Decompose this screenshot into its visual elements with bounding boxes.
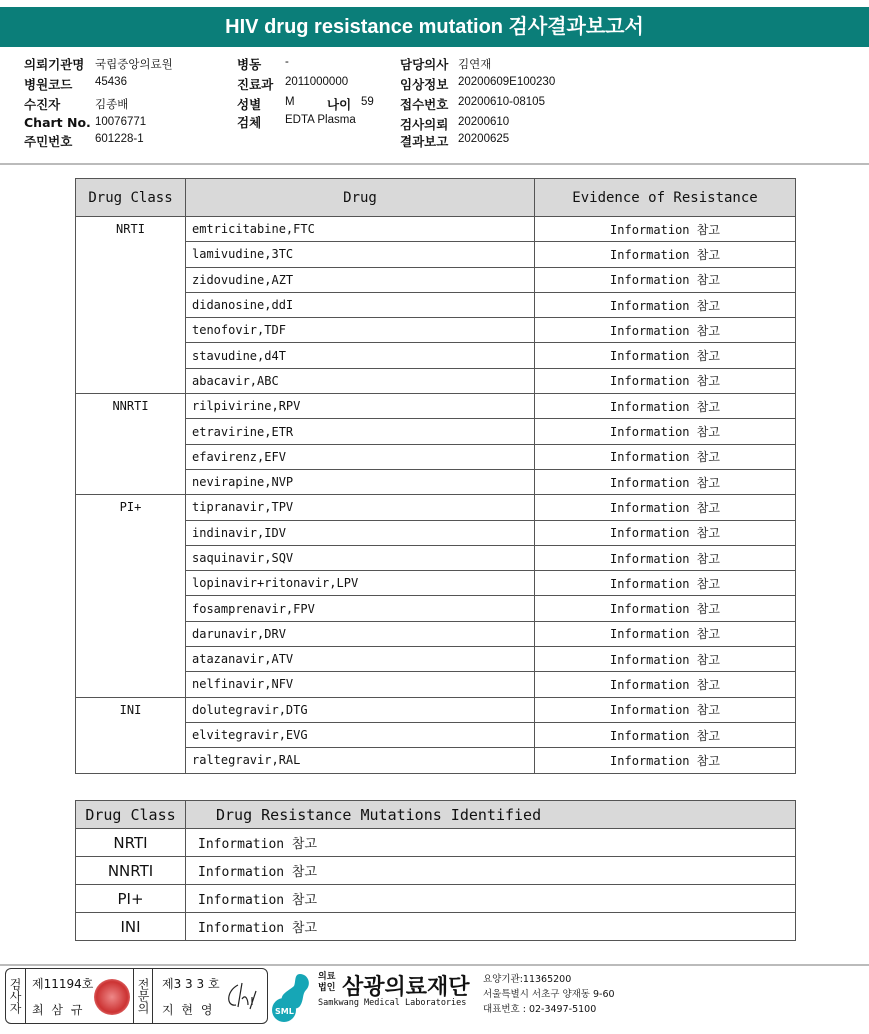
evidence-cell: Information 참고: [535, 697, 796, 722]
phone: 대표번호 : 02-3497-5100: [483, 1004, 597, 1015]
evidence-cell: Information 참고: [535, 647, 796, 672]
org-name: 삼광의료재단: [342, 975, 470, 1000]
info3-2-label: 접수번호: [400, 97, 449, 112]
sml-logo-icon: [270, 972, 318, 1024]
info2-2-label: 성별: [237, 97, 262, 112]
drug-class-cell: NNRTI: [76, 394, 186, 495]
evidence-cell: Information 참고: [535, 292, 796, 317]
evidence-cell: Information 참고: [535, 368, 796, 393]
evidence-cell: Information 참고: [535, 217, 796, 242]
drug-cell: nevirapine,NVP: [186, 469, 535, 494]
divider: [0, 163, 869, 165]
specialist-no: 제3 3 3 호: [162, 977, 220, 991]
info1-1-value: 45436: [95, 76, 127, 88]
report-title: HIV drug resistance mutation 검사결과보고서: [0, 7, 869, 47]
table-row: [76, 495, 796, 520]
info3-0-value: 김연재: [458, 59, 492, 71]
table-row: [76, 885, 796, 913]
info3-4-label: 결과보고: [400, 134, 449, 149]
drug-cell: indinavir,IDV: [186, 520, 535, 545]
drug-class-cell: NNRTI: [76, 857, 186, 885]
drug-resistance-table: [75, 178, 796, 774]
info1-2-value: 김종배: [95, 99, 129, 111]
org-type: 의료법인: [318, 972, 336, 993]
drug-class-cell: PI+: [76, 495, 186, 697]
info3-3-value: 20200610: [458, 116, 510, 128]
info3-3-label: 검사의뢰: [400, 117, 449, 132]
header-evidence: Evidence of Resistance: [535, 179, 796, 217]
age-label: 나이: [327, 97, 352, 112]
evidence-cell: Information 참고: [535, 545, 796, 570]
drug-cell: etravirine,ETR: [186, 419, 535, 444]
info2-3-value: EDTA Plasma: [285, 114, 356, 126]
drug-class-cell: INI: [76, 697, 186, 773]
evidence-cell: Information 참고: [535, 394, 796, 419]
divider: [0, 964, 869, 966]
info2-0-label: 병동: [237, 57, 262, 72]
drug-cell: saquinavir,SQV: [186, 545, 535, 570]
drug-cell: zidovudine,AZT: [186, 267, 535, 292]
header-drug: Drug: [186, 179, 535, 217]
info1-4-value: 601228-1: [95, 133, 144, 145]
info1-0-value: 국립중앙의료원: [95, 59, 173, 71]
age-value: 59: [361, 96, 374, 108]
drug-class-cell: INI: [76, 913, 186, 941]
mutation-cell: Information 참고: [186, 857, 796, 885]
info2-2-value: M: [285, 96, 295, 108]
evidence-cell: Information 참고: [535, 571, 796, 596]
seal-stamp: [94, 979, 130, 1015]
org-english-name: Samkwang Medical Laboratories: [318, 998, 467, 1008]
info3-1-value: 20200609E100230: [458, 76, 556, 88]
drug-cell: didanosine,ddI: [186, 292, 535, 317]
evidence-cell: Information 참고: [535, 444, 796, 469]
table-row: [76, 697, 796, 722]
info3-1-label: 임상정보: [400, 77, 449, 92]
mutation-cell: Information 참고: [186, 885, 796, 913]
evidence-cell: Information 참고: [535, 621, 796, 646]
drug-cell: elvitegravir,EVG: [186, 722, 535, 747]
table-row: [76, 394, 796, 419]
table-row: [76, 217, 796, 242]
info2-3-label: 검체: [237, 115, 262, 130]
info1-0-label: 의뢰기관명: [24, 57, 85, 72]
header-drug-class: Drug Class: [76, 801, 186, 829]
info1-2-label: 수진자: [24, 97, 61, 112]
drug-cell: nelfinavir,NFV: [186, 672, 535, 697]
table-row: [76, 857, 796, 885]
evidence-cell: Information 참고: [535, 267, 796, 292]
tester-no: 제11194호: [32, 977, 94, 991]
evidence-cell: Information 참고: [535, 520, 796, 545]
evidence-cell: Information 참고: [535, 469, 796, 494]
signature-box: [5, 968, 268, 1024]
drug-cell: stavudine,d4T: [186, 343, 535, 368]
drug-cell: atazanavir,ATV: [186, 647, 535, 672]
drug-class-cell: NRTI: [76, 829, 186, 857]
info3-0-label: 담당의사: [400, 57, 449, 72]
info1-3-value: 10076771: [95, 116, 147, 128]
drug-cell: dolutegravir,DTG: [186, 697, 535, 722]
info1-1-label: 병원코드: [24, 77, 73, 92]
drug-cell: abacavir,ABC: [186, 368, 535, 393]
drug-cell: emtricitabine,FTC: [186, 217, 535, 242]
lab-logo: [270, 972, 615, 1028]
evidence-cell: Information 참고: [535, 748, 796, 773]
mutations-table: [75, 800, 796, 941]
drug-cell: fosamprenavir,FPV: [186, 596, 535, 621]
drug-cell: darunavir,DRV: [186, 621, 535, 646]
drug-cell: lamivudine,3TC: [186, 242, 535, 267]
tester-name: 최 삼 규: [32, 1003, 85, 1017]
table-row: [76, 913, 796, 941]
info2-1-label: 진료과: [237, 77, 274, 92]
drug-cell: rilpivirine,RPV: [186, 394, 535, 419]
evidence-cell: Information 참고: [535, 596, 796, 621]
mutation-cell: Information 참고: [186, 829, 796, 857]
evidence-cell: Information 참고: [535, 722, 796, 747]
info2-0-value: -: [285, 56, 289, 68]
table-row: [76, 829, 796, 857]
info2-1-value: 2011000000: [285, 76, 349, 88]
evidence-cell: Information 참고: [535, 672, 796, 697]
evidence-cell: Information 참고: [535, 495, 796, 520]
drug-cell: tenofovir,TDF: [186, 318, 535, 343]
drug-class-cell: NRTI: [76, 217, 186, 394]
address: 서울특별시 서초구 양재동 9-60: [483, 989, 615, 1000]
drug-cell: efavirenz,EFV: [186, 444, 535, 469]
header-drug-class: Drug Class: [76, 179, 186, 217]
drug-cell: lopinavir+ritonavir,LPV: [186, 571, 535, 596]
evidence-cell: Information 참고: [535, 419, 796, 444]
info3-2-value: 20200610-08105: [458, 96, 545, 108]
org-contact: [483, 972, 615, 1017]
header-mutations: Drug Resistance Mutations Identified: [186, 801, 796, 829]
signature: [224, 981, 260, 1011]
drug-cell: raltegravir,RAL: [186, 748, 535, 773]
care-number: 요양기관:11365200: [483, 974, 572, 985]
evidence-cell: Information 참고: [535, 242, 796, 267]
mutation-cell: Information 참고: [186, 913, 796, 941]
specialist-label: 전문의: [133, 969, 153, 1023]
svg-text:SML: SML: [275, 1007, 294, 1016]
evidence-cell: Information 참고: [535, 318, 796, 343]
info1-4-label: 주민번호: [24, 134, 73, 149]
tester-label: 검사자: [6, 969, 26, 1023]
info3-4-value: 20200625: [458, 133, 510, 145]
evidence-cell: Information 참고: [535, 343, 796, 368]
drug-class-cell: PI+: [76, 885, 186, 913]
specialist-name: 지 현 영: [162, 1003, 215, 1017]
info1-3-label: Chart No.: [24, 115, 91, 130]
drug-cell: tipranavir,TPV: [186, 495, 535, 520]
